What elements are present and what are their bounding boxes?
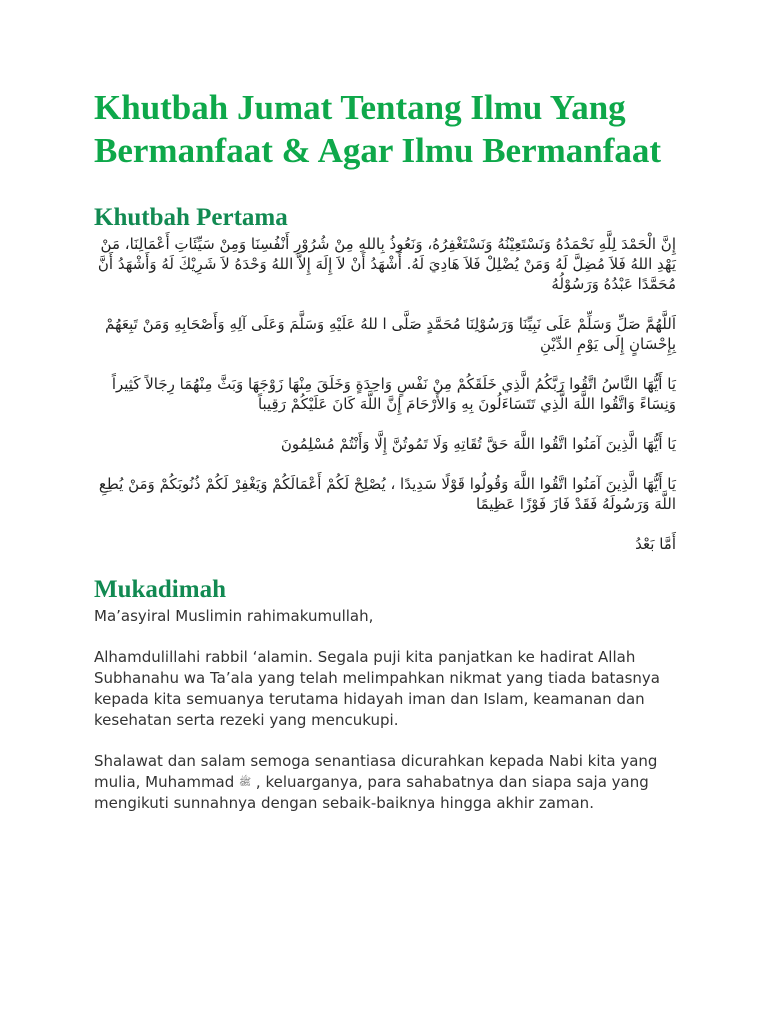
salallahu-alaihi-wasallam-glyph: ﷺ xyxy=(239,777,252,788)
arabic-paragraph: يَا أَيُّهَا الَّذِينَ آمَنُوا اتَّقُوا اللَّهَ حَقَّ تُقَاتِهِ وَلَا تَمُوتُنَّ إِلَّا وَأَنْتُمْ مُسْلِمُونَ xyxy=(280,435,676,453)
arabic-paragraph: إِنَّ الْحَمْدَ لِلَّهِ نَحْمَدُهُ وَنَسْتَعِيْنُهُ وَنَسْتَغْفِرُهُ، وَنَعُوذُ بِاللهِ مِنْ شُرُوْرِ أَنْفُسِنَا وَمِنْ سَيِّئَاتِ أَعْمَالِنَا، مَنْ يَهْدِ اللهُ فَلاَ مُضِلَّ لَهُ وَمَنْ يُضْلِلْ فَلاَ هَادِيَ لَهُ. أَشْهَدُ أَنْ لاَ إِلَهَ إِلاَّ اللهُ وَحْدَهُ لاَ شَرِيْكَ لَهُ وَأَشْهَدُ أَنَّ مُحَمَّدًا عَبْدُهُ وَرَسُوْلُهُ xyxy=(97,235,676,293)
body-paragraph: Ma’asyiral Muslimin rahimakumullah, xyxy=(94,607,374,625)
section-heading-khutbah-pertama: Khutbah Pertama xyxy=(94,204,288,231)
arabic-paragraph: يَا أَيُّهَا النَّاسُ اتَّقُوا رَبَّكُمُ الَّذِي خَلَقَكُمْ مِنْ نَفْسٍ وَاحِدَةٍ وَخَلَقَ مِنْهَا زَوْجَهَا وَبَثَّ مِنْهُمَا رِجَالاً كَثِيراً وَنِسَاءً وَاتَّقُوا اللَّهَ الَّذِي تَتَسَاءَلُونَ بِهِ وَالأَرْحَامَ إِنَّ اللَّهَ كَانَ عَلَيْكُمْ رَقِيباً xyxy=(111,375,676,413)
arabic-paragraph: أَمَّا بَعْدُ xyxy=(635,535,676,553)
body-paragraph: Alhamdulillahi rabbil ‘alamin. Segala puji kita panjatkan ke hadirat Allah Subhanahu wa Ta’ala yang telah melimpahkan nikmat yang tiada batasnya kepada kita semuanya terutama hidayah iman dan Islam, keamanan dan kesehatan serta rezeki yang mencukupi. xyxy=(94,648,661,729)
shalawat-text-after: , keluarganya, para sahabatnya dan siapa saja yang mengikuti sunnahnya dengan sebaik-baiknya hingga akhir zaman. xyxy=(94,773,649,812)
page-title: Khutbah Jumat Tentang Ilmu Yang Bermanfaat & Agar Ilmu Bermanfaat xyxy=(94,88,662,170)
body-paragraph-shalawat xyxy=(94,751,684,814)
arabic-paragraph: يَا أَيُّهَا الَّذِينَ آمَنُوا اتَّقُوا اللَّهَ وَقُولُوا قَوْلًا سَدِيدًا ، يُصْلِحْ لَكُمْ أَعْمَالَكُمْ وَيَغْفِرْ لَكُمْ ذُنُوبَكُمْ وَمَنْ يُطِعِ اللَّهَ وَرَسُولَهُ فَقَدْ فَازَ فَوْزًا عَظِيمًا xyxy=(98,475,676,513)
section-heading-mukadimah: Mukadimah xyxy=(94,576,226,603)
shalawat-text-before: Shalawat dan salam semoga senantiasa dicurahkan kepada Nabi kita yang mulia, Muhammad xyxy=(94,752,658,791)
arabic-paragraph: اَللَّهُمَّ صَلِّ وَسَلِّمْ عَلَى نَبِيِّنَا وَرَسُوْلِنَا مُحَمَّدٍ صَلَّى ا للهُ عَلَيْهِ وَسَلَّمَ وَعَلَى آلِهِ وَأَصْحَابِهِ وَمَنْ تَبِعَهُمْ بِإِحْسَانٍ إِلَى يَوْمِ الدِّيْنِ xyxy=(104,315,676,353)
article xyxy=(94,86,676,814)
